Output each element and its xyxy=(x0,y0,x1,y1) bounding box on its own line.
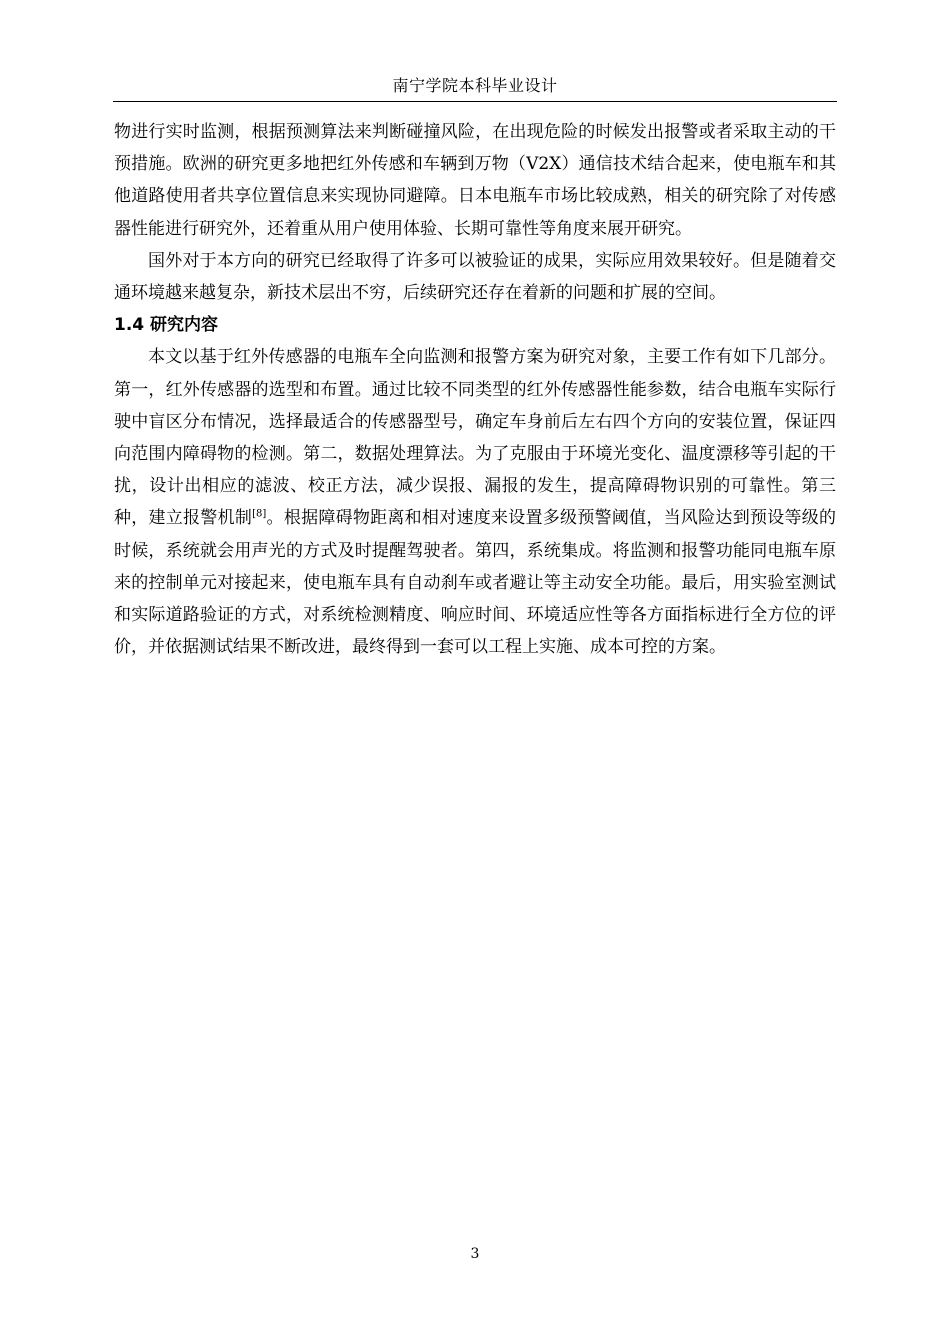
citation-ref: [8] xyxy=(252,508,267,520)
paragraph-text: 本文以基于红外传感器的电瓶车全向监测和报警方案为研究对象，主要工作有如下几部分。第一，红外传感器的选型和布置。通过比较不同类型的红外传感器性能参数，结合电瓶车实际行驶中盲区分布情况，选择最适合的传感器型号，确定车身前后左右四个方向的安装位置，保证四向范围内障碍物的检测。第二，数据处理算法。为了克服由于环境光变化、温度漂移等引起的干扰，设计出相应的滤波、校正方法，减少误报、漏报的发生，提高障碍物识别的可靠性。第三种，建立报警机制 xyxy=(114,347,836,529)
paragraph-text: 。根据障碍物距离和相对速度来设置多级预警阈值，当风险达到预设等级的时候，系统就会用声光的方式及时提醒驾驶者。第四，系统集成。将监测和报警功能同电瓶车原来的控制单元对接起来，使电瓶车具有自动刹车或者避让等主动安全功能。最后，用实验室测试和实际道路验证的方式，对系统检测精度、响应时间、环境适应性等各方面指标进行全方位的评价，并依据测试结果不断改进，最终得到一套可以工程上实施、成本可控的方案。 xyxy=(114,508,837,658)
page-body xyxy=(114,116,836,663)
section-heading: 1.4 研究内容 xyxy=(114,315,219,336)
header-rule xyxy=(113,101,837,102)
page-number: 3 xyxy=(470,1246,480,1262)
paragraph-continuation: 物进行实时监测，根据预测算法来判断碰撞风险，在出现危险的时候发出报警或者采取主动的干预措施。欧洲的研究更多地把红外传感和车辆到万物（V2X）通信技术结合起来，使电瓶车和其他道路使用者共享位置信息来实现协同避障。日本电瓶车市场比较成熟，相关的研究除了对传感器性能进行研究外，还着重从用户使用体验、长期可靠性等角度来展开研究。 xyxy=(114,122,836,239)
page-header: 南宁学院本科毕业设计 xyxy=(392,76,558,95)
paragraph-research-content xyxy=(114,341,836,663)
paragraph-foreign-research-summary: 国外对于本方向的研究已经取得了许多可以被验证的成果，实际应用效果较好。但是随着交通环境越来越复杂，新技术层出不穷，后续研究还存在着新的问题和扩展的空间。 xyxy=(114,250,836,304)
